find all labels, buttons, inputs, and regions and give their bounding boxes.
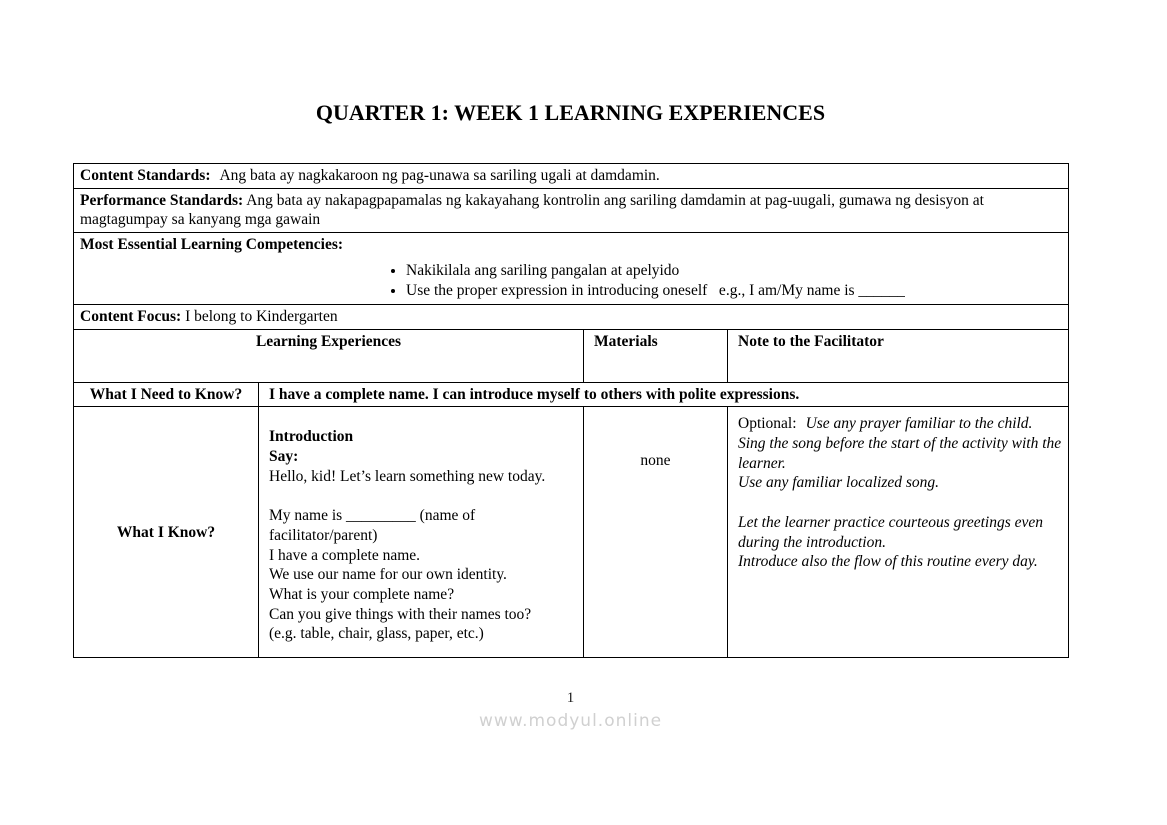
content-standards-text: Ang bata ay nagkakaroon ng pag-unawa sa sariling ugali at damdamin.	[219, 167, 660, 184]
note-sing-line: Sing the song before the start of the activity with the learner.	[738, 435, 1062, 472]
materials-value: none	[640, 452, 671, 470]
note-facilitator-cell	[728, 407, 1069, 658]
page-title: QUARTER 1: WEEK 1 LEARNING EXPERIENCES	[315, 100, 826, 125]
performance-standards-text: Ang bata ay nakapagpapamalas ng kakayahang kontrolin ang sariling damdamin at pag-uugali, gumawa ng desisyon at magtagumpay sa kanyang mga gawain	[80, 191, 984, 229]
say-label: Say:	[269, 448, 299, 466]
table-header-row	[74, 329, 1069, 382]
what-i-need-to-know-label: What I Need to Know?	[74, 382, 259, 407]
melc-row	[74, 233, 1069, 305]
watermark: www.modyul.online	[478, 711, 663, 732]
page-footer	[73, 690, 1068, 731]
content-focus-label: Content Focus:	[80, 308, 182, 326]
content-standards-row	[74, 164, 1069, 189]
intro-heading: Introduction	[269, 428, 354, 446]
note-song-line: Use any familiar localized song.	[738, 474, 940, 492]
performance-standards-row	[74, 188, 1069, 232]
note-routine-line: Introduce also the flow of this routine every day.	[738, 553, 1038, 571]
melc-bullet-list	[80, 261, 1062, 301]
document-content	[73, 0, 1068, 731]
page-number: 1	[566, 690, 575, 707]
learning-experience-cell	[259, 407, 584, 658]
what-i-know-label: What I Know?	[74, 407, 259, 658]
what-i-know-row	[74, 407, 1069, 658]
content-standards-label: Content Standards:	[80, 167, 211, 184]
examples-line: (e.g. table, chair, glass, paper, etc.)	[269, 625, 484, 643]
optional-text: Use any prayer familiar to the child.	[805, 415, 1033, 433]
identity-line: We use our name for our own identity.	[269, 566, 507, 584]
header-note-facilitator: Note to the Facilitator	[728, 329, 1069, 382]
things-line: Can you give things with their names too?	[269, 605, 532, 623]
content-focus-text: I belong to Kindergarten	[185, 308, 338, 326]
name-line: My name is _________ (name of facilitator/parent)	[269, 507, 476, 545]
melc-bullet-item: • Use the proper expression in introducing oneself e.g., I am/My name is ______	[406, 281, 1062, 301]
melc-bullet-item: • Nakikilala ang sariling pangalan at apelyido	[406, 261, 1062, 281]
performance-standards-label: Performance Standards:	[80, 191, 244, 209]
melc-label: Most Essential Learning Competencies:	[80, 236, 344, 254]
materials-cell	[584, 407, 728, 658]
hello-line: Hello, kid! Let’s learn something new today.	[269, 467, 546, 485]
complete-name-line: I have a complete name.	[269, 546, 421, 564]
melc-cell	[74, 233, 1069, 305]
what-i-need-to-know-row	[74, 382, 1069, 407]
header-learning-experiences: Learning Experiences	[74, 329, 584, 382]
optional-label: Optional:	[738, 415, 797, 433]
content-focus-row	[74, 305, 1069, 330]
content-standards-cell	[74, 164, 1069, 189]
content-focus-cell	[74, 305, 1069, 330]
header-materials: Materials	[584, 329, 728, 382]
note-greetings-line: Let the learner practice courteous greetings even during the introduction.	[738, 514, 1044, 551]
question-line: What is your complete name?	[269, 586, 455, 604]
performance-standards-cell	[74, 188, 1069, 232]
learning-plan-table	[73, 163, 1069, 658]
what-i-need-to-know-statement: I have a complete name. I can introduce myself to others with polite expressions.	[259, 382, 1069, 407]
